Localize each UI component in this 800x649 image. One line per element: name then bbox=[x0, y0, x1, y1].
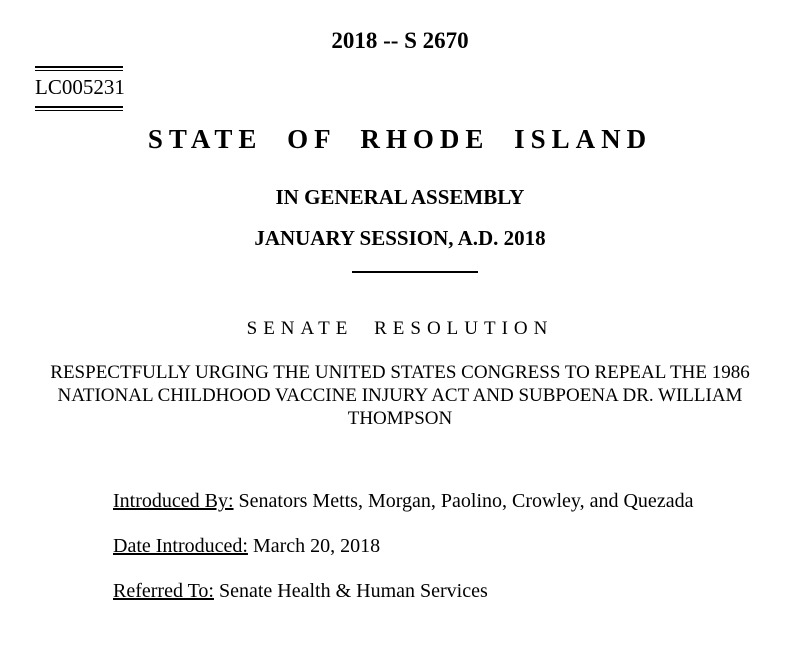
separator-rule bbox=[352, 271, 478, 273]
introduced-by-value: Senators Metts, Morgan, Paolino, Crowley, and Quezada bbox=[238, 490, 694, 512]
bill-number-heading: 2018 -- S 2670 bbox=[331, 28, 469, 53]
introduced-by-row bbox=[113, 490, 693, 513]
lc-double-rule-top bbox=[35, 66, 123, 71]
lc-number: LC005231 bbox=[35, 75, 125, 99]
lc-double-rule-bottom bbox=[35, 106, 123, 111]
document-type-heading: SENATE RESOLUTION bbox=[246, 318, 554, 339]
state-title: STATE OF RHODE ISLAND bbox=[147, 124, 653, 154]
assembly-line: IN GENERAL ASSEMBLY bbox=[275, 185, 525, 209]
referred-to-value: Senate Health & Human Services bbox=[218, 580, 488, 602]
resolution-title bbox=[0, 361, 800, 430]
resolution-title-line: NATIONAL CHILDHOOD VACCINE INJURY ACT AND SUBPOENA DR. WILLIAM bbox=[57, 385, 743, 406]
introduced-by-label: Introduced By: bbox=[113, 490, 234, 512]
resolution-title-line: THOMPSON bbox=[347, 408, 453, 429]
date-introduced-value: March 20, 2018 bbox=[252, 535, 381, 557]
resolution-title-line: RESPECTFULLY URGING THE UNITED STATES CONGRESS TO REPEAL THE 1986 bbox=[50, 362, 750, 383]
referred-to-row bbox=[113, 580, 488, 603]
date-introduced-row bbox=[113, 535, 380, 558]
date-introduced-label: Date Introduced: bbox=[113, 535, 248, 557]
referred-to-label: Referred To: bbox=[113, 580, 214, 602]
session-line: JANUARY SESSION, A.D. 2018 bbox=[254, 226, 546, 250]
